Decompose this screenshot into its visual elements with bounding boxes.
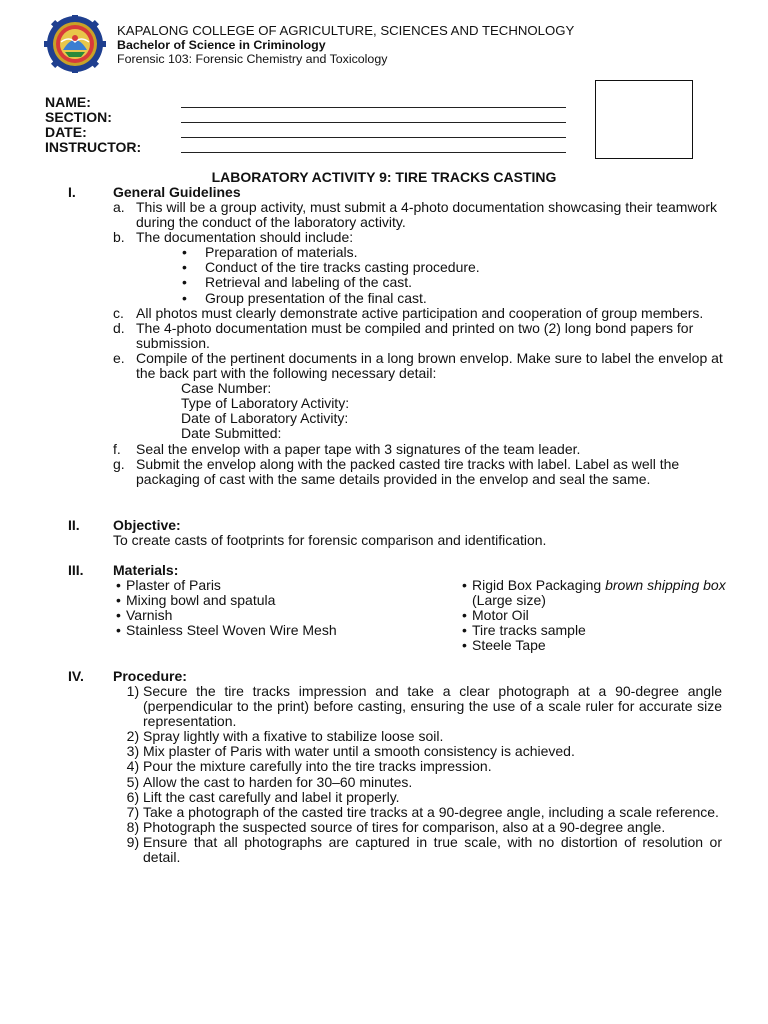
section-number: III. xyxy=(68,562,84,578)
instructor-label: INSTRUCTOR: xyxy=(45,139,142,155)
name-blank-line xyxy=(181,107,566,108)
procedure-step: 5) Allow the cast to harden for 30–60 minutes. xyxy=(126,773,413,790)
name-label: NAME: xyxy=(45,94,91,110)
procedure-step: 2) Spray lightly with a fixative to stabilize loose soil. xyxy=(126,728,444,745)
list-item: e. Compile of the pertinent documents in a long brown envelop. Make sure to label the envelop at the back part with the following necessary detail: xyxy=(113,349,723,382)
procedure-list xyxy=(113,684,722,865)
section-number: IV. xyxy=(68,668,84,684)
section-number: I. xyxy=(68,184,76,200)
list-item: • Mixing bowl and spatula xyxy=(116,592,276,609)
procedure-step: 8) Photograph the suspected source of tires for comparison, also at a 90-degree angle. xyxy=(126,818,666,835)
procedure-step: 7) Take a photograph of the casted tire tracks at a 90-degree angle, including a scale reference. xyxy=(126,803,719,820)
program-name: Bachelor of Science in Criminology xyxy=(117,38,326,52)
envelope-detail: Case Number: xyxy=(181,380,272,397)
bullet-item: • Conduct of the tire tracks casting procedure. xyxy=(182,259,480,276)
section-heading: Procedure: xyxy=(113,668,187,684)
materials-left-column xyxy=(116,578,406,638)
list-item: • Varnish xyxy=(116,607,173,624)
list-item: • Tire tracks sample xyxy=(462,622,586,639)
list-item: • Plaster of Paris xyxy=(116,577,221,593)
list-item: • Motor Oil xyxy=(462,607,529,624)
list-item: d. The 4-photo documentation must be compiled and printed on two (2) long bond papers for submission. xyxy=(113,319,694,351)
section-blank-line xyxy=(181,122,566,123)
guidelines-list xyxy=(113,200,723,487)
section-label: SECTION: xyxy=(45,109,112,125)
instructor-blank-line xyxy=(181,152,566,153)
procedure-step: 1) Secure the tire tracks impression and take a clear photograph at a 90-degree angle (perpendicular to the print) before casting, ensuring the use of a scale ruler for accurate size representation. xyxy=(126,683,722,730)
date-blank-line xyxy=(181,137,566,138)
envelope-detail: Date of Laboratory Activity: xyxy=(181,410,349,427)
list-item: • Steele Tape xyxy=(462,637,546,654)
procedure-step: 3) Mix plaster of Paris with water until a smooth consistency is achieved. xyxy=(126,743,575,760)
section-heading: General Guidelines xyxy=(113,184,241,200)
list-item: a. This will be a group activity, must submit a 4-photo documentation showcasing their teamwork during the conduct of the laboratory activity. xyxy=(113,199,718,231)
section-heading: Materials: xyxy=(113,562,179,578)
objective-text: To create casts of footprints for forensic comparison and identification. xyxy=(113,532,547,548)
envelope-detail: Type of Laboratory Activity: xyxy=(181,395,350,412)
section-number: II. xyxy=(68,517,80,533)
procedure-step: 6) Lift the cast carefully and label it properly. xyxy=(126,788,400,805)
list-item: • Rigid Box Packaging brown shipping box (Large size) xyxy=(462,577,726,609)
list-item: g. Submit the envelop along with the packed casted tire tracks with label. Label as well the packaging of cast with the same details provided in the envelop and seal the same. xyxy=(113,455,680,487)
list-item: f. Seal the envelop with a paper tape with 3 signatures of the team leader. xyxy=(113,440,581,457)
date-label: DATE: xyxy=(45,124,87,140)
bullet-item: • Preparation of materials. xyxy=(182,244,358,261)
list-item: • Stainless Steel Woven Wire Mesh xyxy=(116,622,337,639)
section-heading: Objective: xyxy=(113,517,181,533)
college-name: KAPALONG COLLEGE OF AGRICULTURE, SCIENCES AND TECHNOLOGY xyxy=(117,23,575,38)
course-name: Forensic 103: Forensic Chemistry and Toxicology xyxy=(117,52,388,66)
list-item: b. The documentation should include: xyxy=(113,229,354,246)
bullet-item: • Group presentation of the final cast. xyxy=(182,289,427,306)
bullet-item: • Retrieval and labeling of the cast. xyxy=(182,274,413,291)
photo-box xyxy=(595,80,693,159)
procedure-step: 4) Pour the mixture carefully into the tire tracks impression. xyxy=(126,758,492,775)
envelope-detail: Date Submitted: xyxy=(181,425,282,442)
list-item: c. All photos must clearly demonstrate active participation and cooperation of group members. xyxy=(113,304,704,321)
college-seal-logo xyxy=(40,15,110,73)
procedure-step: 9) Ensure that all photographs are captured in true scale, with no distortion of resolution or detail. xyxy=(126,833,722,866)
activity-title: LABORATORY ACTIVITY 9: TIRE TRACKS CASTING xyxy=(211,169,557,185)
materials-right-column xyxy=(462,578,732,653)
